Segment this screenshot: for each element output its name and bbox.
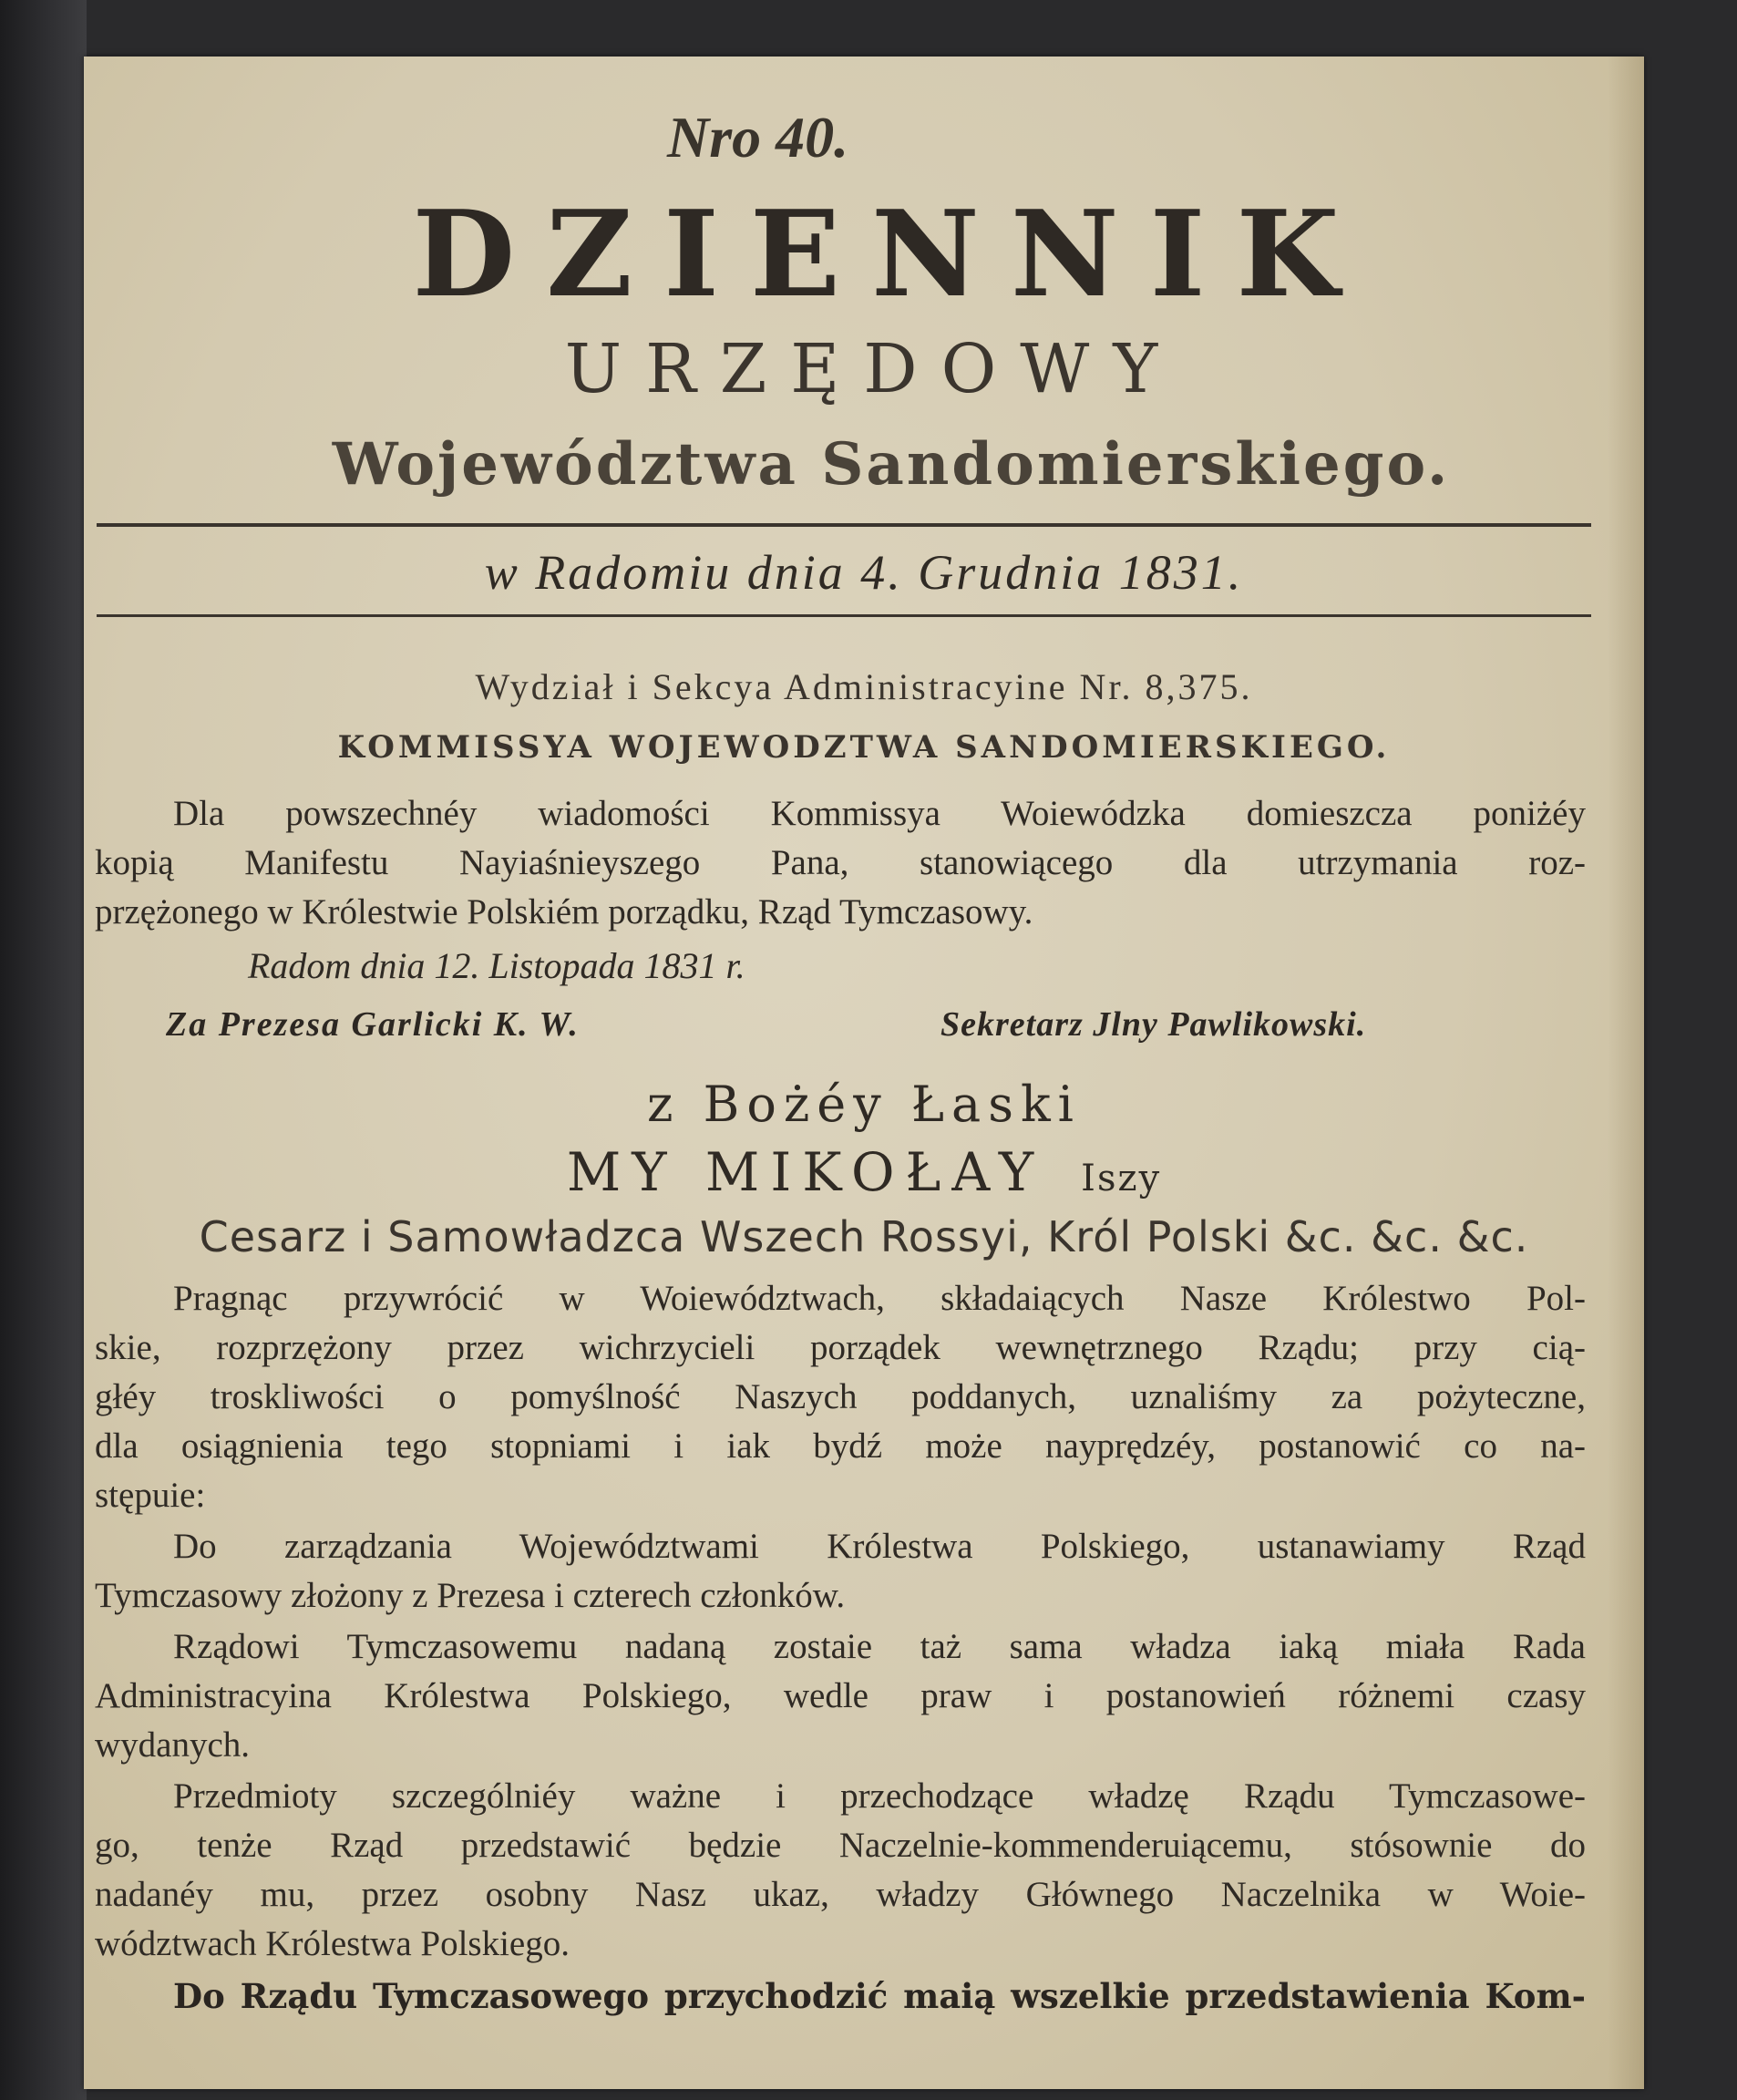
signature-president: Za Prezesa Garlicki K. W. — [166, 1005, 580, 1044]
notice-line: kopią Manifestu Nayiaśnieyszego Pana, stanowiącego dla utrzymania roz- — [95, 843, 1586, 882]
manifesto-line: Do Rządu Tymczasowego przychodzić maią wszelkie przedstawienia Kom- — [173, 1976, 1586, 2016]
manifesto-line: wództwach Królestwa Polskiego. — [95, 1924, 570, 1963]
notice-line: przężonego w Królestwie Polskiém porządku, Rząd Tymczasowy. — [95, 892, 1033, 932]
manifesto-line: Rządowi Tymczasowemu nadaną zostaie taż sama władza iaką miała Rada — [173, 1627, 1586, 1666]
issue-place-date: w Radomiu dnia 4. Grudnia 1831. — [484, 545, 1244, 600]
manifesto-line: Do zarządzania Województwami Królestwa Polskiego, ustanawiamy Rząd — [173, 1527, 1586, 1566]
manifesto-line: Pragnąc przywrócić w Woiewództwach, składaiących Nasze Królestwo Pol- — [173, 1279, 1586, 1318]
binding-strip — [0, 0, 87, 2100]
manifesto-line: Przedmioty szczególniéy ważne i przechodzące władzę Rządu Tymczasowe- — [173, 1776, 1586, 1816]
masthead-subtitle: URZĘDOWY — [564, 330, 1182, 408]
manifesto-line: Administracyina Królestwa Polskiego, wedle praw i postanowień różnemi czasy — [95, 1676, 1586, 1715]
header-rule-bottom — [97, 614, 1591, 617]
monarch-titles: Cesarz i Samowładzca Wszech Rossyi, Król Polski &c. &c. &c. — [199, 1212, 1529, 1261]
masthead-title: DZIENNIK — [412, 184, 1371, 324]
department-reference: Wydział i Sekcya Administracyine Nr. 8,375. — [475, 666, 1253, 707]
notice-date: Radom dnia 12. Listopada 1831 r. — [248, 945, 745, 986]
manifesto-line: wydanych. — [95, 1725, 251, 1765]
header-rule-top — [97, 523, 1591, 527]
masthead-voivodeship: Województwa Sandomierskiego. — [332, 430, 1451, 499]
issue-number: Nro 40. — [667, 105, 849, 170]
manifesto-line: nadanéy mu, przez osobny Nasz ukaz, władzy Głównego Naczelnika w Woie- — [95, 1875, 1586, 1914]
signature-secretary: Sekretarz Jlny Pawlikowski. — [940, 1005, 1367, 1044]
document-page — [84, 57, 1644, 2089]
monarch-ordinal: Iszy — [1081, 1158, 1162, 1199]
manifesto-line: go, tenże Rząd przedstawić będzie Naczelnie-kommenderuiącemu, stósownie do — [95, 1826, 1586, 1865]
manifesto-line: Tymczasowy złożony z Prezesa i czterech członków. — [95, 1576, 846, 1615]
manifesto-line: głéy troskliwości o pomyślność Naszych poddanych, uznaliśmy za pożyteczne, — [95, 1377, 1586, 1416]
notice-line: Dla powszechnéy wiadomości Kommissya Woiewódzka domieszcza poniżéy — [173, 794, 1586, 833]
issuing-authority: KOMMISSYA WOJEWODZTWA SANDOMIERSKIEGO. — [337, 729, 1391, 766]
manifesto-line: dla osiągnienia tego stopniami i iak bydź może nayprędzéy, postanowić co na- — [95, 1426, 1586, 1466]
manifesto-line: stępuie: — [95, 1476, 206, 1515]
manifesto-line: skie, rozprzężony przez wichrzycieli porządek wewnętrznego Rządu; przy cią- — [95, 1328, 1586, 1367]
monarch-name: MY MIKOŁAY — [566, 1141, 1045, 1203]
manifesto-grace: z Bożéy Łaski — [647, 1076, 1081, 1133]
manifesto-monarch — [84, 1141, 1644, 1203]
